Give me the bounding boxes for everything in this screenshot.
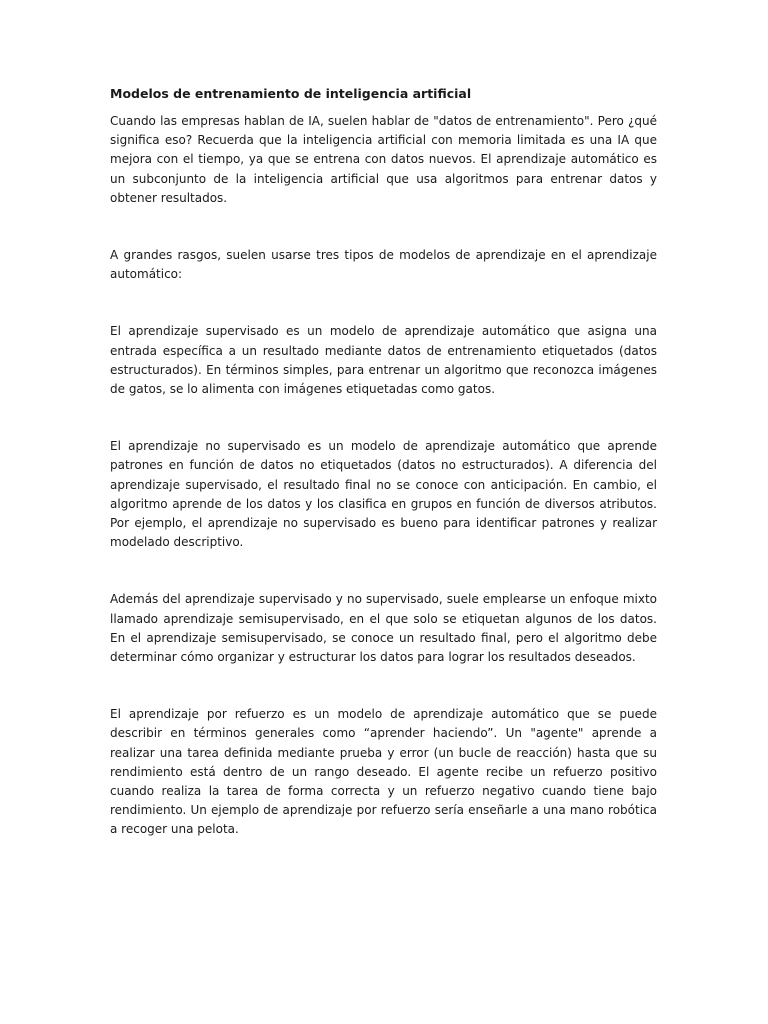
paragraph-intro: Cuando las empresas hablan de IA, suelen hablar de "datos de entrenamiento". Pero ¿qué significa eso? Recuerda que la inteligencia artificial con memoria limitada es una IA que mejora con el tiempo, ya que se entrena con datos nuevos. El aprendizaje automático es un subconjunto de la inteligencia artificial que usa algoritmos para entrenar datos y obtener resultados.: [110, 114, 657, 205]
paragraph-unsupervised: El aprendizaje no supervisado es un modelo de aprendizaje automático que aprende patrones en función de datos no etiquetados (datos no estructurados). A diferencia del aprendizaje supervisado, el resultado final no se conoce con anticipación. En cambio, el algoritmo aprende de los datos y los clasifica en grupos en función de diversos atributos. Por ejemplo, el aprendizaje no supervisado es bueno para identificar patrones y realizar modelado descriptivo.: [110, 439, 657, 550]
document-body: [110, 84, 657, 840]
paragraph-model-types: A grandes rasgos, suelen usarse tres tipos de modelos de aprendizaje en el aprendizaje automático:: [110, 248, 657, 282]
paragraph-spacer: [110, 667, 657, 705]
paragraph-supervised: El aprendizaje supervisado es un modelo de aprendizaje automático que asigna una entrada específica a un resultado mediante datos de entrenamiento etiquetados (datos estructurados). En términos simples, para entrenar un algoritmo que reconozca imágenes de gatos, se lo alimenta con imágenes etiquetadas como gatos.: [110, 324, 657, 397]
paragraph-spacer: [110, 208, 657, 246]
paragraph-semisupervised: Además del aprendizaje supervisado y no supervisado, suele emplearse un enfoque mixto llamado aprendizaje semisupervisado, en el que solo se etiquetan algunos de los datos. En el aprendizaje semisupervisado, se conoce un resultado final, pero el algoritmo debe determinar cómo organizar y estructurar los datos para lograr los resultados deseados.: [110, 592, 657, 665]
document-title: Modelos de entrenamiento de inteligencia artificial: [110, 86, 472, 101]
paragraph-reinforcement: El aprendizaje por refuerzo es un modelo de aprendizaje automático que se puede describir en términos generales como “aprender haciendo”. Un "agente" aprende a realizar una tarea definida mediante prueba y error (un bucle de reacción) hasta que su rendimiento está dentro de un rango deseado. El agente recibe un refuerzo positivo cuando realiza la tarea de forma correcta y un refuerzo negativo cuando tiene bajo rendimiento. Un ejemplo de aprendizaje por refuerzo sería enseñarle a una mano robótica a recoger una pelota.: [110, 707, 657, 837]
paragraph-spacer: [110, 284, 657, 322]
paragraph-spacer: [110, 399, 657, 437]
paragraph-spacer: [110, 552, 657, 590]
